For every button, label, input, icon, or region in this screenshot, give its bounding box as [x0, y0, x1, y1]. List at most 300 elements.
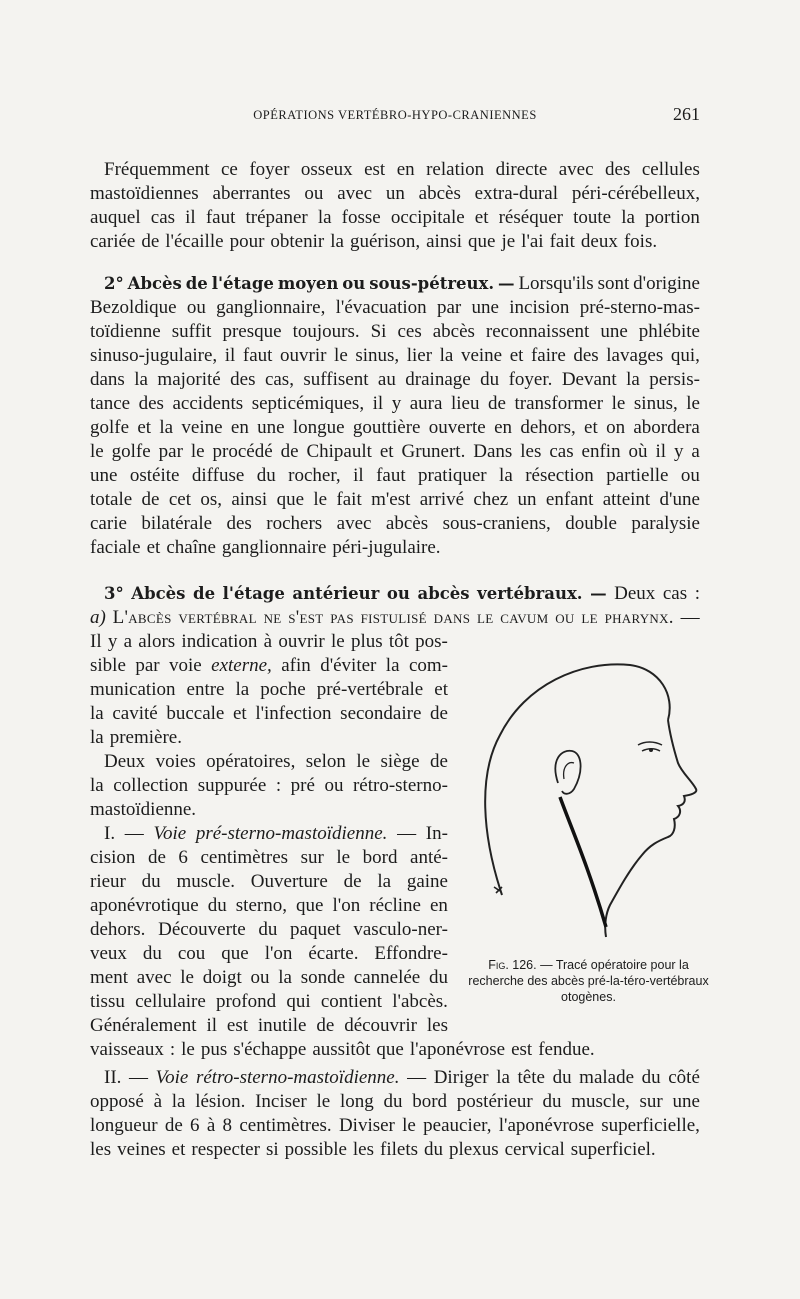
word: le	[476, 607, 494, 628]
word: 2°	[104, 274, 124, 293]
word: faut	[205, 207, 236, 228]
word: atteint	[602, 489, 651, 510]
word: sible	[90, 655, 126, 676]
word: le	[313, 489, 328, 510]
word: du	[141, 871, 161, 892]
word: la	[621, 207, 635, 228]
word: dans	[90, 369, 125, 390]
text-line	[90, 846, 448, 870]
word: pré	[290, 775, 315, 796]
word: Deux	[614, 583, 656, 604]
text-line	[104, 582, 700, 606]
word: ou	[250, 967, 270, 988]
word: —	[680, 607, 700, 628]
word: est	[511, 1039, 533, 1060]
word: anté-	[410, 847, 448, 868]
text-line	[90, 1138, 700, 1162]
word: aussitôt	[312, 1039, 371, 1060]
word: à	[206, 1115, 216, 1136]
word: sinus,	[633, 393, 678, 414]
word: persis-	[649, 369, 700, 390]
word: 3°	[104, 584, 124, 603]
word: —	[498, 274, 515, 293]
word: —	[129, 1067, 149, 1088]
word: faut	[376, 465, 406, 486]
text-line	[90, 870, 448, 894]
word: et	[584, 417, 598, 438]
word: la	[90, 775, 104, 796]
word: la	[377, 871, 392, 892]
word: que	[296, 895, 324, 916]
word: il	[655, 441, 667, 462]
word: 6	[178, 847, 188, 868]
word: y	[673, 441, 684, 462]
word: gouttière	[352, 417, 421, 438]
word: doigt	[202, 967, 242, 988]
word: vasculo-ner-	[353, 919, 448, 940]
word: sur	[300, 847, 324, 868]
text-line	[90, 230, 700, 254]
word: os,	[200, 489, 222, 510]
word: suppurée	[197, 775, 267, 796]
word: la	[496, 1067, 510, 1088]
word: reconnaissent	[485, 321, 590, 342]
word: respecter	[191, 1139, 260, 1160]
word: la	[385, 655, 400, 676]
word: toute	[573, 207, 612, 228]
word: que	[468, 231, 496, 252]
word: tance	[90, 393, 131, 414]
word: centimètres.	[239, 1115, 332, 1136]
word: paquet	[290, 919, 341, 940]
word: toujours.	[292, 321, 360, 342]
word: antérieur	[292, 584, 380, 603]
word: muscle,	[571, 1091, 630, 1112]
word: veine	[460, 345, 503, 366]
word: cet	[168, 489, 191, 510]
word: enfin	[581, 441, 621, 462]
word: phlébite	[638, 321, 700, 342]
word: bord	[362, 847, 398, 868]
figure-caption-text: — Tracé opératoire pour la recherche des abcès pré-la-téro-vertébraux otogènes.	[468, 958, 709, 1004]
word: le	[356, 751, 371, 772]
word: vertébral	[178, 607, 257, 628]
word: secondaire	[340, 703, 422, 724]
word: superficiel.	[570, 1139, 656, 1160]
figure-number: Fig. 126.	[488, 958, 537, 972]
text-line	[90, 296, 700, 320]
word: centimètres	[200, 847, 289, 868]
text-line	[90, 416, 700, 440]
text-line	[90, 368, 700, 392]
word: partielle	[606, 465, 669, 486]
word: aura	[409, 393, 443, 414]
word: alors	[138, 631, 176, 652]
word: ostéite	[129, 465, 180, 486]
head-profile-figure	[470, 655, 710, 945]
text-line	[90, 182, 700, 206]
word: je	[501, 231, 516, 252]
word: vaisseaux	[90, 1039, 164, 1060]
word: osseux	[300, 159, 353, 180]
word: a)	[90, 607, 106, 628]
text-line	[90, 606, 700, 630]
word: l'étage	[211, 274, 274, 293]
word: portion	[645, 207, 700, 228]
word: de	[147, 847, 166, 868]
text-line	[90, 464, 700, 488]
word: de	[164, 1115, 183, 1136]
word: que	[221, 943, 249, 964]
word: d'origine	[633, 273, 700, 294]
word: guérison,	[349, 231, 421, 252]
word: Inciser	[255, 1091, 307, 1112]
word: poche	[260, 679, 306, 700]
word: long	[339, 1091, 374, 1112]
text-line	[90, 678, 448, 702]
word: rocher,	[288, 465, 341, 486]
word: Fréquemment	[104, 159, 210, 180]
text-line	[90, 320, 700, 344]
word: du	[258, 919, 278, 940]
word: le	[190, 441, 205, 462]
word: ne	[263, 607, 282, 628]
word: plexus	[449, 1139, 499, 1160]
word: péri-cérébelleux,	[571, 183, 700, 204]
word: vertébraux.	[477, 584, 583, 603]
word: malade	[579, 1067, 635, 1088]
word: et	[171, 1139, 186, 1160]
word: on	[606, 417, 626, 438]
word: s'échappe	[233, 1039, 307, 1060]
word: sur	[639, 1091, 663, 1112]
word: du	[424, 1139, 444, 1160]
word: du	[256, 465, 276, 486]
word: de	[185, 274, 208, 293]
word: du	[542, 1091, 562, 1112]
word: de	[343, 871, 362, 892]
word: un	[517, 489, 537, 510]
word: —	[590, 584, 607, 603]
word: le	[180, 967, 194, 988]
word: du	[428, 967, 448, 988]
word: qui,	[670, 345, 700, 366]
text-line	[90, 966, 448, 990]
word: du	[480, 369, 500, 390]
word: diffuse	[191, 465, 245, 486]
word: presque	[222, 321, 282, 342]
word: ganglionnaire	[221, 537, 327, 558]
word: l'abcès.	[392, 991, 448, 1012]
word: les	[90, 1139, 112, 1160]
word: il	[206, 1015, 218, 1036]
word: abcès	[432, 321, 475, 342]
word: sous-craniens,	[442, 513, 551, 534]
word: L'abcès	[112, 607, 172, 628]
word: Devant	[561, 369, 617, 390]
word: Découverte	[158, 919, 246, 940]
word: pré-sterno-mastoïdienne.	[195, 823, 388, 844]
word: ouvrir	[278, 631, 325, 652]
word: pus	[200, 1039, 228, 1060]
word: pas	[330, 607, 354, 628]
word: en	[494, 417, 512, 438]
text-line	[90, 798, 448, 822]
word: s'est	[288, 607, 324, 628]
word: entre	[186, 679, 225, 700]
word: cervical	[504, 1139, 565, 1160]
word: et	[509, 345, 524, 366]
word: l'écaille	[165, 231, 224, 252]
text-line	[90, 702, 448, 726]
word: com-	[408, 655, 448, 676]
word: :	[169, 1039, 176, 1060]
word: moyen	[277, 274, 339, 293]
word: ou	[324, 775, 344, 796]
word: In-	[425, 823, 448, 844]
text-line	[104, 750, 448, 774]
word: majorité	[157, 369, 221, 390]
word: et	[137, 417, 152, 438]
word: ouverte	[428, 417, 486, 438]
word: ou	[342, 274, 366, 293]
word: trépaner	[245, 207, 308, 228]
word: enfant	[545, 489, 594, 510]
word: toïdienne	[90, 321, 161, 342]
word: faire	[530, 345, 566, 366]
word: du	[552, 1067, 572, 1088]
word: du	[641, 1067, 661, 1088]
word: lavages	[606, 345, 664, 366]
word: il	[353, 465, 364, 486]
word: fait	[336, 489, 362, 510]
word: dehors.	[90, 919, 146, 940]
word: cariée	[90, 231, 136, 252]
text-line	[90, 512, 700, 536]
word: veines	[117, 1139, 166, 1160]
word: tôt	[388, 631, 409, 652]
word: —	[407, 1067, 427, 1088]
word: la	[439, 345, 454, 366]
word: opposé	[90, 1091, 144, 1112]
word: une	[672, 1091, 700, 1112]
word: abcès	[385, 513, 429, 534]
word: le	[581, 607, 598, 628]
word: gaine	[406, 871, 448, 892]
text-line	[90, 918, 448, 942]
word: cision	[90, 847, 136, 868]
word: la	[159, 417, 174, 438]
word: Si	[370, 321, 387, 342]
word: longue	[292, 417, 345, 438]
word: Abcès	[127, 274, 182, 293]
word: ainsi	[426, 231, 463, 252]
word: postérieur	[456, 1091, 533, 1112]
word: les	[352, 1139, 375, 1160]
word: I.	[104, 823, 116, 844]
word: rochers	[266, 513, 323, 534]
word: avec	[336, 513, 372, 534]
word: écarte.	[308, 943, 359, 964]
word: suffisent	[303, 369, 369, 390]
word: le	[402, 1115, 416, 1136]
word: l'on	[332, 895, 361, 916]
word: pharynx.	[604, 607, 674, 628]
word: abcès	[418, 183, 461, 204]
word: Voie	[155, 1067, 189, 1088]
word: aberrantes	[212, 183, 291, 204]
word: de	[280, 441, 299, 462]
word: et	[474, 207, 489, 228]
word: l'aponévrose	[498, 1115, 594, 1136]
word: rieur	[90, 871, 126, 892]
word: par	[135, 655, 160, 676]
word: ainsi	[231, 489, 268, 510]
text-line	[90, 344, 700, 368]
word: un	[385, 183, 405, 204]
word: Voie	[153, 823, 187, 844]
word: d'éviter	[320, 655, 377, 676]
word: récline	[369, 895, 421, 916]
word: contient	[320, 991, 383, 1012]
text-line	[90, 1114, 700, 1138]
word: cas,	[264, 369, 294, 390]
text-line	[90, 206, 700, 230]
word: dehors,	[520, 417, 576, 438]
word: Deux	[104, 751, 146, 772]
word: des	[138, 393, 164, 414]
word: II.	[104, 1067, 122, 1088]
word: avec	[337, 183, 373, 204]
word: le	[181, 1039, 195, 1060]
text-line	[90, 942, 448, 966]
word: Lorsqu'ils	[518, 273, 594, 294]
word: indication	[181, 631, 258, 652]
word: l'aponévrose	[409, 1039, 506, 1060]
word: première.	[109, 727, 182, 748]
word: la	[499, 465, 513, 486]
word: abcès	[417, 584, 470, 603]
word: carie	[90, 513, 127, 534]
word: des	[230, 369, 256, 390]
word: et	[379, 441, 394, 462]
text-line	[90, 726, 448, 750]
text-line	[90, 440, 700, 464]
word: rétro-sterno-mastoïdienne.	[195, 1067, 400, 1088]
word: en	[396, 159, 415, 180]
word: deux	[580, 231, 618, 252]
word: a	[123, 631, 133, 652]
word: voie	[169, 655, 202, 676]
word: Généralement	[90, 1015, 197, 1036]
word: Diviser	[338, 1115, 395, 1136]
word: où	[628, 441, 648, 462]
word: et	[232, 703, 247, 724]
word: superficielle,	[601, 1115, 700, 1136]
word: buccale	[166, 703, 225, 724]
word: longueur	[90, 1115, 158, 1136]
word: au	[377, 369, 396, 390]
word: réséquer	[498, 207, 563, 228]
word: peaucier,	[423, 1115, 492, 1136]
word: fait	[549, 231, 575, 252]
word: ou	[304, 183, 324, 204]
word: selon	[305, 751, 346, 772]
word: le	[611, 393, 626, 414]
word: golfe	[90, 417, 130, 438]
page-number: 261	[673, 104, 700, 124]
word: filets	[380, 1139, 419, 1160]
word: péri-jugulaire.	[332, 537, 441, 558]
word: l'évacuation	[335, 297, 427, 318]
word: le	[334, 345, 348, 366]
word: ou	[680, 465, 700, 486]
word: de	[488, 393, 506, 414]
word: mastoïdiennes	[90, 183, 199, 204]
word: pos-	[415, 631, 448, 652]
word: à	[263, 631, 273, 652]
text-line	[90, 774, 448, 798]
word: la	[134, 369, 148, 390]
word: tissu	[90, 991, 125, 1012]
word: occipitale	[390, 207, 465, 228]
word: opératoires,	[206, 751, 296, 772]
word: golfe	[111, 441, 151, 462]
word: la	[330, 231, 344, 252]
word: sinuso-jugulaire,	[90, 345, 218, 366]
word: est	[364, 159, 386, 180]
word: est	[226, 1015, 249, 1036]
word: découvrir	[344, 1015, 417, 1036]
word: l'étage	[222, 584, 285, 603]
word: directe	[495, 159, 548, 180]
word: si	[265, 1139, 279, 1160]
word: ces	[397, 321, 422, 342]
word: septicémiques,	[251, 393, 365, 414]
word: double	[565, 513, 617, 534]
word: l'infection	[255, 703, 332, 724]
word: les	[426, 1015, 448, 1036]
text-line	[104, 272, 700, 296]
word: 8	[222, 1115, 233, 1136]
word: externe,	[211, 655, 272, 676]
word: sonde	[300, 967, 346, 988]
word: fosse	[341, 207, 381, 228]
word: foyer.	[508, 369, 553, 390]
text-line	[90, 990, 448, 1014]
word: l'ai	[521, 231, 544, 252]
text-line	[90, 654, 448, 678]
word: veux	[90, 943, 127, 964]
text-line	[90, 1038, 700, 1062]
word: fistulisé	[360, 607, 427, 628]
text-line	[104, 158, 700, 182]
word: y	[107, 631, 118, 652]
word: des	[605, 159, 631, 180]
word: cas	[662, 583, 688, 604]
word: la	[235, 679, 250, 700]
word: cellules	[641, 159, 700, 180]
word: l'on	[264, 943, 293, 964]
word: du	[207, 895, 227, 916]
text-line	[90, 894, 448, 918]
word: le	[316, 1091, 331, 1112]
word: profond	[215, 991, 277, 1012]
word: totale	[90, 489, 133, 510]
text-line	[90, 488, 700, 512]
word: sterno,	[235, 895, 287, 916]
word: Dans	[473, 441, 513, 462]
